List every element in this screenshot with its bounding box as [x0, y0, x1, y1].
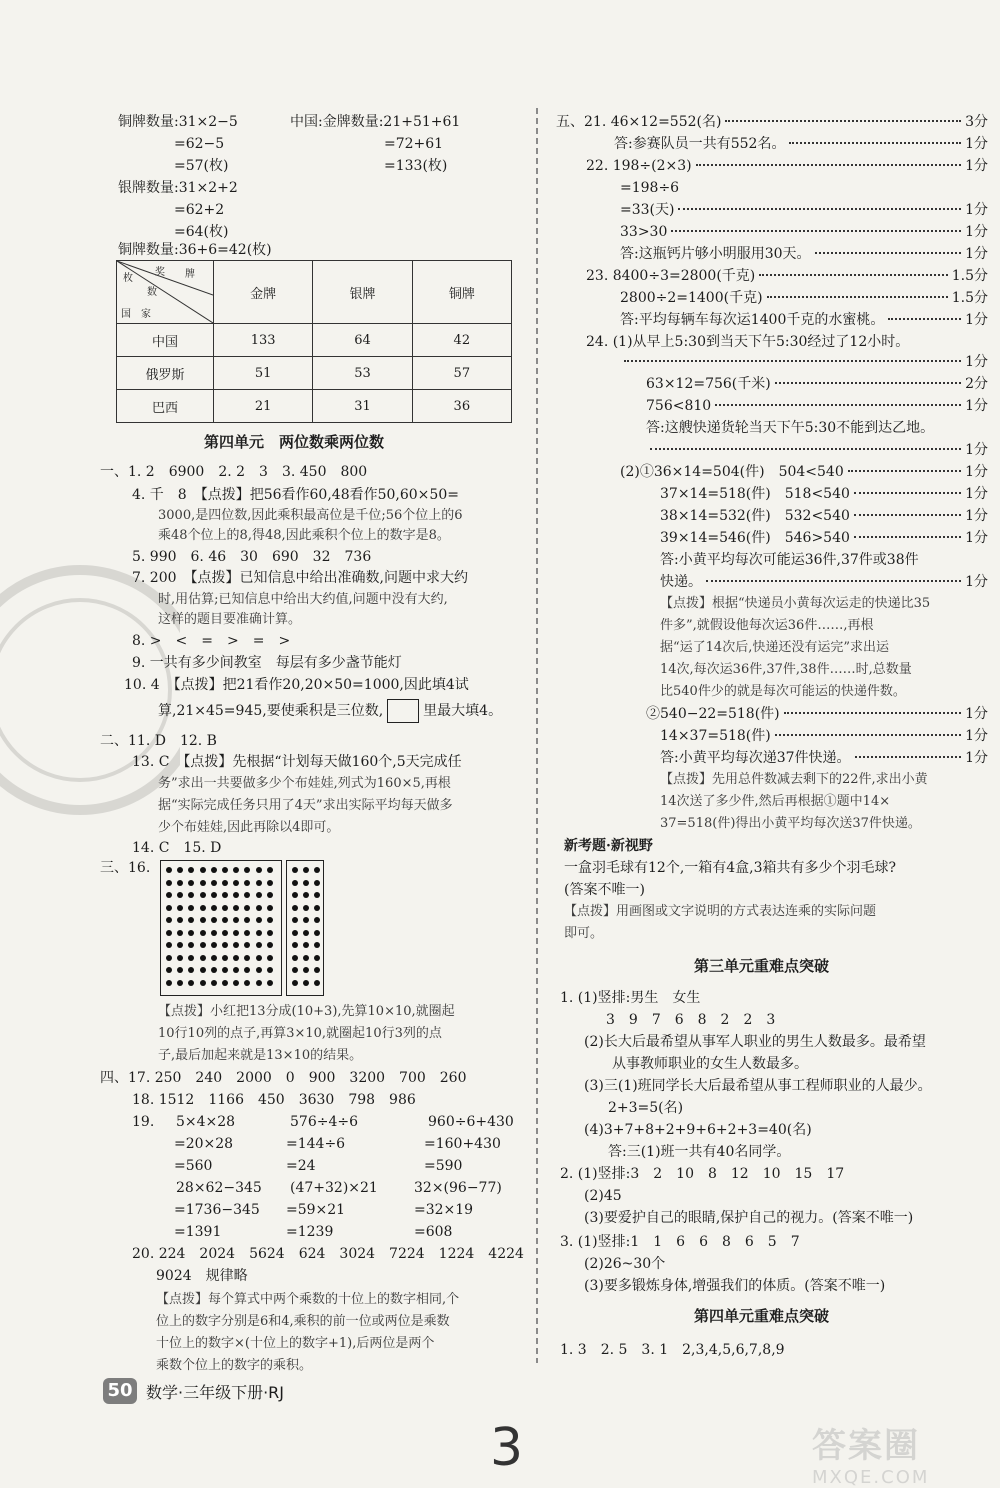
dot — [222, 905, 228, 911]
page-number-badge: 50 — [103, 1378, 137, 1404]
answer-line: 13. C 【点拨】先根据“计划每天做160个,5天完成任 — [132, 754, 462, 770]
answer-line: 10. 4 【点拨】把21看作20,20×50=1000,因此填4试 — [124, 677, 469, 693]
dot — [292, 892, 298, 898]
dot — [292, 905, 298, 911]
answer-line: 14. C 15. D — [132, 840, 222, 856]
dot — [177, 905, 183, 911]
dot — [233, 880, 239, 886]
answer-line: 9. 一共有多少间教室 每层有多少盏节能灯 — [132, 655, 402, 671]
answer-line: 二、11. D 12. B — [100, 733, 217, 749]
dot — [267, 905, 273, 911]
dot — [267, 880, 273, 886]
answer-line: 14次送了多少件,然后再根据①题中14× — [660, 794, 891, 809]
answer-line: (2)45 — [584, 1188, 622, 1204]
dot — [314, 955, 320, 961]
dot — [200, 980, 206, 986]
dot — [200, 867, 206, 873]
dot — [303, 967, 309, 973]
dot — [292, 942, 298, 948]
answer-line: (3)要爱护自己的眼睛,保护自己的视力。(答案不唯一) — [584, 1210, 914, 1226]
answer-line: 据“运了14次后,快递还没有运完”求出运 — [660, 640, 889, 655]
dot — [211, 917, 217, 923]
answer-line: 38×14=532(件) 532<540 1分 — [660, 508, 988, 524]
dot — [166, 980, 172, 986]
diagonal-header-cell: 奖 牌 枚 数 国 家 — [117, 261, 214, 324]
dot — [222, 867, 228, 873]
handwritten-mark: 3 — [490, 1418, 524, 1478]
dot — [244, 905, 250, 911]
dot — [211, 942, 217, 948]
dot — [177, 955, 183, 961]
answer-line: 三、16. — [100, 860, 151, 876]
answer-line: 【点拨】小红把13分成(10+3),先算10×10,就圈起 — [158, 1004, 455, 1019]
answer-line: 9024 规律略 — [156, 1268, 248, 1284]
dot — [314, 967, 320, 973]
dot — [222, 967, 228, 973]
answer-line: 十位上的数字×(十位上的数字+1),后两位是两个 — [156, 1336, 435, 1351]
dot — [222, 892, 228, 898]
dot — [177, 880, 183, 886]
dot — [314, 867, 320, 873]
answer-line: (2)①36×14=504(件) 504<540 1分 — [620, 464, 988, 480]
answer-line: 少个布娃娃,因此再除以4即可。 — [158, 820, 340, 835]
answer-line: 一盒羽毛球有12个,一箱有4盒,3箱共有多少个羽毛球? — [564, 860, 897, 876]
dot — [256, 892, 262, 898]
section-subtitle: 新考题·新视野 — [564, 838, 653, 854]
calc-line: 中国:金牌数量:21+51+61 — [290, 114, 461, 130]
section-title: 第四单元重难点突破 — [694, 1307, 830, 1325]
square-box-icon — [387, 699, 419, 723]
table-header-silver: 银牌 — [313, 261, 412, 324]
answer-line: 从事教师职业的女生人数最多。 — [612, 1056, 808, 1072]
dot — [200, 880, 206, 886]
table-header-bronze: 铜牌 — [412, 261, 511, 324]
answer-line: 件多”,就假设他每次运36件……,再根 — [660, 618, 874, 633]
answer-line: 【点拨】用画图或文字说明的方式表达连乘的实际问题 — [564, 904, 877, 919]
answer-line: 3 9 7 6 8 2 2 3 — [606, 1012, 776, 1028]
dot — [267, 892, 273, 898]
dot — [233, 955, 239, 961]
answer-line: 五、21. 46×12=552(名) 3分 — [556, 114, 988, 130]
answer-line: 据“实际完成任务只用了4天”求出实际平均每天做多 — [158, 798, 453, 813]
dot — [222, 917, 228, 923]
dot — [166, 955, 172, 961]
answer-line: 8. > < = > = > — [132, 633, 291, 649]
dot — [200, 930, 206, 936]
dot — [166, 880, 172, 886]
dot — [233, 905, 239, 911]
column-divider — [536, 108, 538, 1363]
table-header-gold: 金牌 — [214, 261, 313, 324]
answer-line: (答案不唯一) — [564, 882, 645, 898]
answer-line: 24. (1)从早上5:30到当天下午5:30经过了12小时。 — [586, 334, 910, 350]
dot — [222, 930, 228, 936]
dot — [211, 955, 217, 961]
dot — [233, 980, 239, 986]
dot — [292, 980, 298, 986]
dot — [188, 930, 194, 936]
calc-line: =57(枚) — [174, 158, 229, 174]
answer-line: 2. (1)竖排:3 2 10 8 12 10 15 17 — [560, 1166, 845, 1182]
answer-line: (3)三(1)班同学长大后最希望从事工程师职业的人最少。 — [584, 1078, 932, 1094]
dot — [188, 880, 194, 886]
answer-line: 1分 — [620, 352, 988, 372]
dot — [200, 892, 206, 898]
dot — [267, 980, 273, 986]
dot — [303, 867, 309, 873]
dot — [177, 980, 183, 986]
dot — [177, 930, 183, 936]
answer-line: 务”求出一共要做多少个布娃娃,列式为160×5,再根 — [158, 776, 451, 791]
answer-line: 37×14=518(件) 518<540 1分 — [660, 486, 988, 502]
dot — [314, 930, 320, 936]
dot — [222, 942, 228, 948]
dot — [166, 905, 172, 911]
answer-line: 1. 3 2. 5 3. 1 2,3,4,5,6,7,8,9 — [560, 1342, 785, 1358]
table-row: 中国 133 64 42 — [117, 324, 512, 357]
dot — [244, 880, 250, 886]
answer-line: 2+3=5(名) — [608, 1100, 684, 1116]
dot — [303, 930, 309, 936]
answer-line: 4. 千 8 【点拨】把56看作60,48看作50,60×50= — [132, 487, 459, 503]
answer-line: 答:小黄平均每次可能运36件,37件或38件 — [660, 552, 919, 568]
answer-line: 答:小黄平均每次递37件快递。 1分 — [660, 750, 988, 766]
section-title: 第三单元重难点突破 — [694, 957, 830, 975]
answer-line: 63×12=756(千米) 2分 — [646, 376, 988, 392]
answer-line: 时,用估算;已知信息中给出大约值,问题中没有大约, — [158, 592, 448, 607]
answer-line: 一、1. 2 6900 2. 2 3 3. 450 800 — [100, 464, 368, 480]
dot — [211, 892, 217, 898]
dot — [244, 980, 250, 986]
dot — [292, 930, 298, 936]
dot — [314, 917, 320, 923]
dot — [303, 892, 309, 898]
answer-line: 22. 198÷(2×3) 1分 — [586, 158, 988, 174]
dot — [244, 955, 250, 961]
medal-table — [116, 260, 512, 423]
dot — [292, 867, 298, 873]
answer-line: 3. (1)竖排:1 1 6 6 8 6 5 7 — [560, 1234, 800, 1250]
table-row: 俄罗斯 51 53 57 — [117, 357, 512, 390]
answer-line: 33>30 1分 — [620, 224, 988, 240]
answer-line: 10行10列的点子,再算3×10,就圈起10行3列的点 — [158, 1026, 442, 1041]
dot — [303, 917, 309, 923]
dot — [303, 880, 309, 886]
answer-line: 【点拨】先用总件数减去剩下的22件,求出小黄 — [660, 772, 928, 787]
dot — [211, 905, 217, 911]
dot — [211, 867, 217, 873]
dot — [256, 880, 262, 886]
dot — [292, 967, 298, 973]
dot — [303, 955, 309, 961]
answer-line: 位上的数字分别是6和4,乘积的前一位或两位是乘数 — [156, 1314, 450, 1329]
dot — [244, 930, 250, 936]
dot — [267, 867, 273, 873]
answer-line: 【点拨】每个算式中两个乘数的十位上的数字相同,个 — [156, 1292, 460, 1307]
answer-line: (2)长大后最希望从事军人职业的男生人数最多。最希望 — [584, 1034, 926, 1050]
calc-line: =64(枚) — [174, 224, 229, 240]
dot — [166, 892, 172, 898]
dot — [256, 930, 262, 936]
calc-line: =62+2 — [174, 202, 225, 218]
answer-line: (4)3+7+8+2+9+6+2+3=40(名) — [584, 1122, 812, 1138]
dot — [166, 917, 172, 923]
answer-line: 答:这艘快递货轮当天下午5:30不能到达乙地。 — [646, 420, 935, 436]
dot — [211, 980, 217, 986]
answer-line: 14×37=518(件) 1分 — [660, 728, 988, 744]
answer-line: 1. (1)竖排:男生 女生 — [560, 990, 701, 1006]
dot — [267, 955, 273, 961]
answer-line: 20. 224 2024 5624 624 3024 7224 1224 4224 — [132, 1246, 524, 1262]
dot — [200, 955, 206, 961]
answer-line: 这样的题目要准确计算。 — [158, 612, 302, 627]
answer-line: 比540件少的就是每次可能运的快递件数。 — [660, 684, 906, 699]
answer-line: 快递。 1分 — [660, 574, 988, 590]
dot — [314, 942, 320, 948]
dot — [314, 880, 320, 886]
answer-line: 算,21×45=945,要使乘积是三位数, 里最大填4。 — [158, 699, 502, 723]
answer-line: (2)26~30个 — [584, 1256, 666, 1272]
calc-line: =72+61 — [384, 136, 444, 152]
calc-line: 铜牌数量:31×2−5 — [118, 114, 238, 130]
answer-line: 2800÷2=1400(千克) 1.5分 — [620, 290, 988, 306]
answer-line: 答:三(1)班一共有40名同学。 — [608, 1144, 791, 1160]
dot — [303, 905, 309, 911]
dot — [188, 955, 194, 961]
dot — [211, 967, 217, 973]
dot — [200, 905, 206, 911]
dot — [222, 980, 228, 986]
dot — [200, 942, 206, 948]
dot — [256, 967, 262, 973]
dot — [200, 917, 206, 923]
answer-line: (3)要多锻炼身体,增强我们的体质。(答案不唯一) — [584, 1278, 886, 1294]
answer-line: 3000,是四位数,因此乘积最高位是千位;56个位上的6 — [158, 508, 463, 523]
answer-line: 【点拨】根据“快递员小黄每次运走的快递比35 — [660, 596, 931, 611]
dot — [188, 980, 194, 986]
calc-line: =133(枚) — [384, 158, 448, 174]
answer-line: 19. — [132, 1114, 155, 1130]
dot — [314, 980, 320, 986]
answer-page: 铜牌数量:31×2−5 =62−5 =57(枚) 中国:金牌数量:21+51+61 =72+61 =133(枚) 银牌数量:31×2+2 =62+2 =64(枚) 铜牌数量:36+6=42(枚) 奖 牌 枚 数 国 家 金牌 银牌 铜牌 中国 133 64 42 俄罗斯 51 53 57 巴西 21 31 36 第四单元 两位数乘两位数 一、1. 2 6900 2. 2 3 3. 450 800 4. 千 8 【点拨】把56看作60,48看作50,60×50= 3000,是四位数,因此乘积最高位是千位;56个位上的6 乘48个位上的8,得48,因此乘积个位上的数字是8。 5. 990 6. 46 30 690 32 736 7. 200 【点拨】已知信息中给出准确数,问题中求大约 时,用估算;已知信息中给出大约值,问题中没有大约, 这样的题目要准确计算。 8. > < = > = > 9. 一共有多少间教室 每层有多少盏节能灯 10. 4 【点拨】把21看作20,20×50=1000,因此填4试 算,21×45=945,要使乘积是三位数, 里最大填4。 二、11. D 12. B 13. C 【点拨】先根据“计划每天做160个,5天完成任 务”求出一共要做多少个布娃娃,列式为160×5,再根 据“实际完成任务只用了4天”求出实际平均每天做多 少个布娃娃,因此再除以4即可。 14. C 15. D 三、16. 【点拨】小红把13分成(10+3),先算10×10,就圈起 10行10列的点子,再算3×10,就圈起10行3列的点 子,最后加起来就是13×10的结果。 四、17. 250 240 2000 0 900 3200 700 260 18. 1512 1166 450 3630 798 986 19. 5×4×28 =20×28 =560 576÷4÷6 =144÷6 =24 960÷6+430 =160+430 =590 28×62−345 =1736−345 =1391 (47+32)×21 =59×21 =1239 32×(96−77) =32×19 =608 20. 224 2024 5624 624 3024 7224 1224 4224 9024 规律略 【点拨】每个算式中两个乘数的十位上的数字相同,个 位上的数字分别是6和4,乘积的前一位或两位是乘数 十位上的数字×(十位上的数字+1),后两位是两个 乘数个位上的数字的乘积。 五、21. 46×12=552(名) 3分 答:参赛队员一共有552名。 1分 22. 198÷(2×3) 1分 =198÷6 =33(天) 1分 33>30 1分 答:这瓶钙片够小明服用30天。 1分 23. 8400÷3=2800(千克) 1.5分 2800÷2=1400(千克) 1.5分 答:平均每辆车每次运1400千克的水蜜桃。 1分 24. (1)从早上5:30到当天下午5:30经过了12小时。 1分 63×12=756(千米) 2分 756<810 1分 答:这艘快递货轮当天下午5:30不能到达乙地。 1分 (2)①36×14=504(件) 504<540 1分 37×14=518(件) 518<540 1分 38×14=532(件) 532<540 1分 39×14=546(件) 546>540 1分 答:小黄平均每次可能运36件,37件或38件 快递。 1分 【点拨】根据“快递员小黄每次运走的快递比35 件多”,就假设他每次运36件……,再根 据“运了14次后,快递还没有运完”求出运 14次,每次运36件,37件,38件……时,总数量 比540件少的就是每次可能运的快递件数。 ②540−22=518(件) 1分 14×37=518(件) 1分 答:小黄平均每次递37件快递。 1分 【点拨】先用总件数减去剩下的22件,求出小黄 14次送了多少件,然后再根据①题中14× 37=518(件)得出小黄平均每次送37件快递。 新考题·新视野 一盒羽毛球有12个,一箱有4盒,3箱共有多少个羽毛球? (答案不唯一) 【点拨】用画图或文字说明的方式表达连乘的实际问题 即可。 第三单元重难点突破 1. (1)竖排:男生 女生 3 9 7 6 8 2 2 3 (2)长大后最希望从事军人职业的男生人数最多。最希望 从事教师职业的女生人数最多。 (3)三(1)班同学长大后最希望从事工程师职业的人最少。 2+3=5(名) (4)3+7+8+2+9+6+2+3=40(名) 答:三(1)班一共有40名同学。 2. (1)竖排:3 2 10 8 12 10 15 17 (2)45 (3)要爱护自己的眼睛,保护自己的视力。(答案不唯一) 3. (1)竖排:1 1 6 6 8 6 5 7 (2)26~30个 (3)要多锻炼身体,增强我们的体质。(答案不唯一) 第四单元重难点突破 1. 3 2. 5 3. 1 2,3,4,5,6,7,8,9 50 数学·三年级下册·RJ 3 答案圈 MXQE.COM — [0, 0, 1000, 1481]
answer-line: 答:平均每辆车每次运1400千克的水蜜桃。 1分 — [620, 312, 988, 328]
dot — [188, 905, 194, 911]
answer-line: 答:参赛队员一共有552名。 1分 — [614, 136, 988, 152]
answer-line: 37=518(件)得出小黄平均每次送37件快递。 — [660, 816, 921, 831]
table-row: 巴西 21 31 36 — [117, 390, 512, 423]
dot — [166, 967, 172, 973]
dot — [256, 867, 262, 873]
dot — [256, 980, 262, 986]
answer-line: =198÷6 — [620, 180, 680, 196]
dot — [222, 880, 228, 886]
dot — [267, 917, 273, 923]
dot — [267, 967, 273, 973]
dot — [303, 980, 309, 986]
answer-line: 1分 — [646, 440, 988, 460]
dot — [211, 880, 217, 886]
site-watermark-logo: 答案圈 MXQE.COM — [812, 1426, 930, 1488]
dot — [303, 942, 309, 948]
dot — [233, 930, 239, 936]
answer-line: 即可。 — [564, 926, 604, 941]
answer-line: ②540−22=518(件) 1分 — [646, 706, 988, 722]
dot — [292, 880, 298, 886]
calc-line: =62−5 — [174, 136, 225, 152]
calc-line: 银牌数量:31×2+2 — [118, 180, 238, 196]
answer-line: 7. 200 【点拨】已知信息中给出准确数,问题中求大约 — [132, 570, 468, 586]
answer-line: 18. 1512 1166 450 3630 798 986 — [132, 1092, 416, 1108]
dot — [222, 955, 228, 961]
answer-line: 答:这瓶钙片够小明服用30天。 1分 — [620, 246, 988, 262]
dot — [267, 942, 273, 948]
answer-line: 乘48个位上的8,得48,因此乘积个位上的数字是8。 — [158, 528, 450, 543]
answer-line: 子,最后加起来就是13×10的结果。 — [158, 1048, 363, 1063]
dot — [256, 942, 262, 948]
answer-line: 5. 990 6. 46 30 690 32 736 — [132, 549, 372, 565]
dot — [292, 955, 298, 961]
dot — [314, 892, 320, 898]
section-title: 第四单元 两位数乘两位数 — [204, 433, 385, 451]
dot — [314, 905, 320, 911]
answer-line: 756<810 1分 — [646, 398, 988, 414]
dot — [256, 917, 262, 923]
dot — [166, 867, 172, 873]
answer-line: 39×14=546(件) 546>540 1分 — [660, 530, 988, 546]
answer-line: 乘数个位上的数字的乘积。 — [156, 1358, 313, 1373]
dot — [292, 917, 298, 923]
dot — [256, 905, 262, 911]
dot — [200, 967, 206, 973]
answer-line: 23. 8400÷3=2800(千克) 1.5分 — [586, 268, 988, 284]
dot — [267, 930, 273, 936]
dot — [166, 942, 172, 948]
calc-line: 铜牌数量:36+6=42(枚) — [118, 242, 272, 258]
dot — [256, 955, 262, 961]
footer-book-title: 数学·三年级下册·RJ — [146, 1383, 285, 1402]
dot — [211, 930, 217, 936]
answer-line: =33(天) 1分 — [620, 202, 988, 218]
dot — [166, 930, 172, 936]
answer-line: 14次,每次运36件,37件,38件……时,总数量 — [660, 662, 912, 677]
answer-line: 四、17. 250 240 2000 0 900 3200 700 260 — [100, 1070, 467, 1086]
